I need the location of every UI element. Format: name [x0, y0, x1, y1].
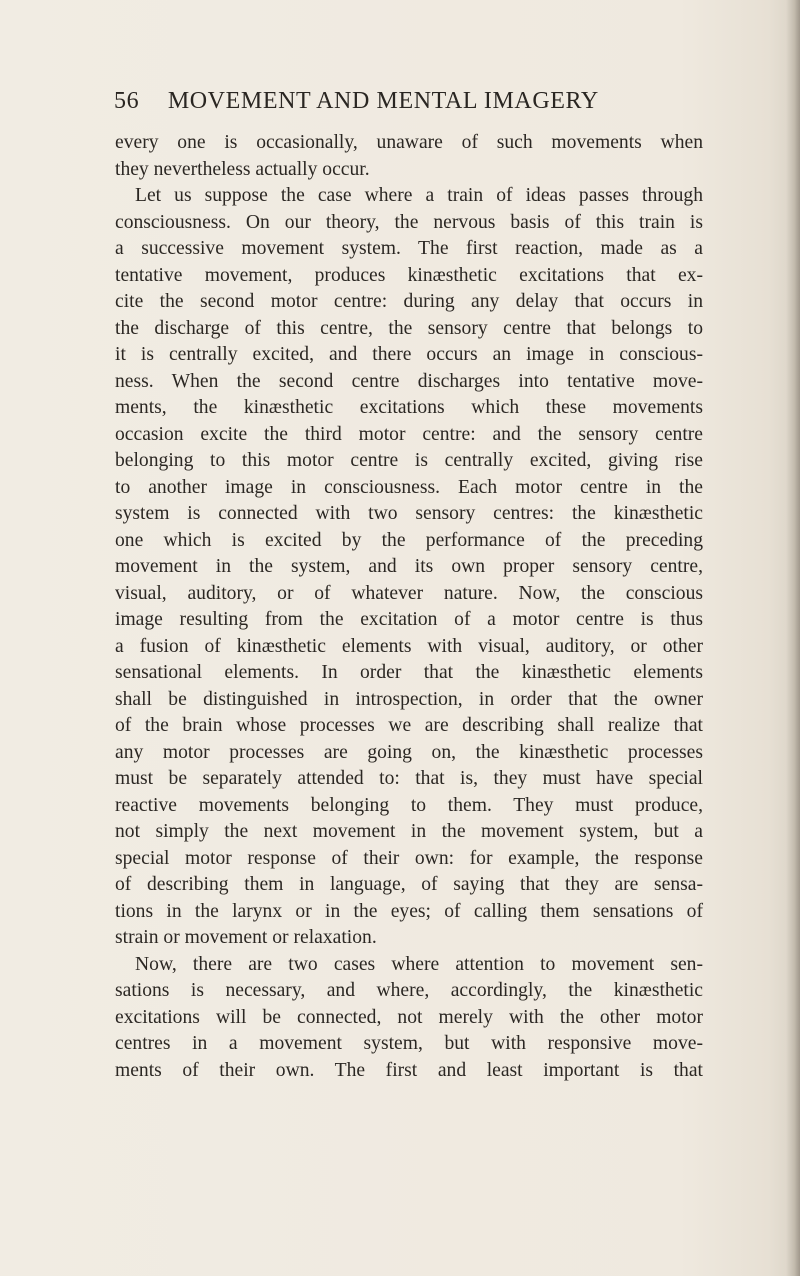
text-line: sensational elements. In order that the kinæsthetic elements: [115, 662, 703, 683]
text-line: tentative movement, produces kinæsthetic excitations that ex-: [115, 264, 703, 286]
text-line: ments, the kinæsthetic excitations which these movements: [115, 397, 703, 418]
text-line: shall be distinguished in introspection, in order that the owner: [115, 688, 703, 710]
text-line: a successive movement system. The first reaction, made as a: [115, 238, 703, 259]
text-line: Now, there are two cases where attention to movement sen-: [135, 953, 703, 975]
text-line: special motor response of their own: for example, the response: [115, 847, 703, 869]
text-line: to another image in consciousness. Each motor centre in the: [115, 476, 703, 498]
text-line: they nevertheless actually occur.: [115, 158, 370, 180]
body-text: [115, 130, 703, 1084]
text-line: Let us suppose the case where a train of ideas passes through: [135, 185, 703, 206]
text-line: strain or movement or relaxation.: [115, 927, 377, 948]
text-line: visual, auditory, or of whatever nature. Now, the conscious: [115, 582, 703, 604]
text-line: tions in the larynx or in the eyes; of calling them sensations of: [115, 900, 703, 922]
text-line: any motor processes are going on, the kinæsthetic processes: [115, 741, 703, 763]
text-line: of describing them in language, of saying that they are sensa-: [115, 874, 703, 895]
text-line: it is centrally excited, and there occurs an image in conscious-: [115, 344, 703, 365]
text-line: must be separately attended to: that is, they must have special: [115, 768, 703, 789]
text-line: ments of their own. The first and least important is that: [115, 1059, 703, 1081]
text-line: system is connected with two sensory centres: the kinæsthetic: [115, 503, 703, 524]
text-line: excitations will be connected, not merely with the other motor: [115, 1006, 703, 1028]
text-line: image resulting from the excitation of a motor centre is thus: [115, 609, 703, 630]
text-line: centres in a movement system, but with responsive move-: [115, 1033, 703, 1054]
text-line: not simply the next movement in the movement system, but a: [115, 821, 703, 842]
page-edge-shadow: [786, 0, 800, 1276]
text-line: the discharge of this centre, the sensory centre that belongs to: [115, 317, 703, 339]
text-line: sations is necessary, and where, accordingly, the kinæsthetic: [115, 980, 703, 1001]
text-line: of the brain whose processes we are describing shall realize that: [115, 715, 703, 736]
text-line: belonging to this motor centre is centrally excited, giving rise: [115, 450, 703, 471]
text-line: reactive movements belonging to them. They must produce,: [115, 794, 703, 816]
running-header: [114, 88, 704, 118]
text-line: cite the second motor centre: during any delay that occurs in: [115, 291, 703, 312]
text-line: a fusion of kinæsthetic elements with visual, auditory, or other: [115, 635, 703, 657]
text-line: every one is occasionally, unaware of such movements when: [115, 132, 703, 153]
running-title: MOVEMENT AND MENTAL IMAGERY: [167, 88, 599, 114]
text-line: ness. When the second centre discharges into tentative move-: [115, 370, 703, 392]
page-number: 56: [114, 88, 140, 114]
text-line: consciousness. On our theory, the nervous basis of this train is: [115, 211, 703, 233]
text-line: occasion excite the third motor centre: and the sensory centre: [115, 423, 703, 445]
text-line: movement in the system, and its own proper sensory centre,: [115, 556, 703, 577]
text-line: one which is excited by the performance of the preceding: [115, 529, 703, 551]
